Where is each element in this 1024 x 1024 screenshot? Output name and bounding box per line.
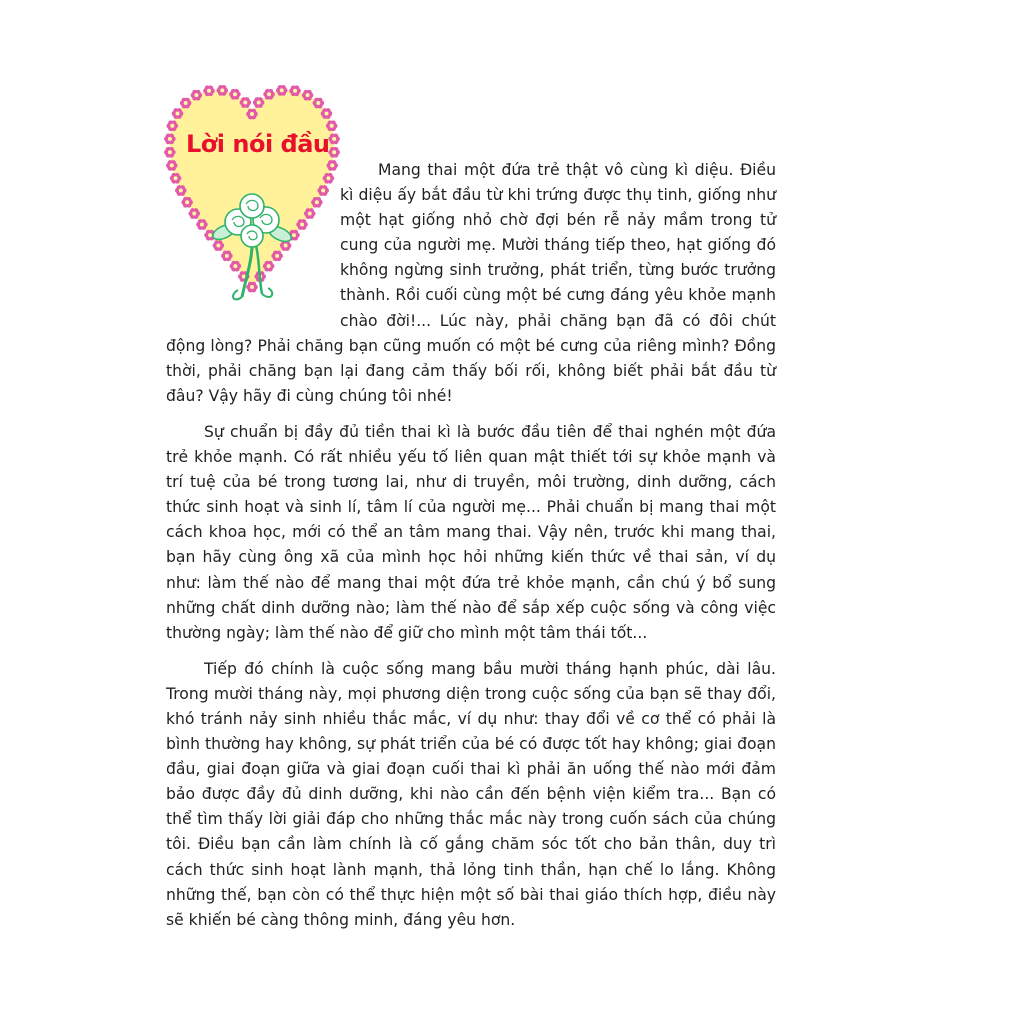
paragraph-3: Tiếp đó chính là cuộc sống mang bầu mười tháng hạnh phúc, dài lâu. Trong mười tháng này, mọi phương diện trong cuộc sống của bạn sẽ thay đổi, khó tránh nảy sinh nhiều thắc mắc, ví dụ như: thay đổi về cơ thể có phải là bình thường hay không, sự phát triển của bé có được tốt hay không; giai đoạn đầu, giai đoạn giữa và giai đoạn cuối thai kì phải ăn uống thế nào mới đảm bảo được đầy đủ dinh dưỡng, khi nào cần đến bệnh viện kiểm tra... Bạn có thể tìm thấy lời giải đáp cho những thắc mắc này trong cuốn sách của chúng tôi. Điều bạn cần làm chính là cố gắng chăm sóc tốt cho bản thân, duy trì cách thức sinh hoạt lành mạnh, thả lỏng tinh thần, hạn chế lo lắng. Không những thế, bạn còn có thể thực hiện một số bài thai giáo thích hợp, điều này sẽ khiến bé càng thông minh, đáng yêu hơn. [166,659,776,929]
page-title: Lời nói đầu [186,130,330,158]
paragraph-2: Sự chuẩn bị đầy đủ tiền thai kì là bước đầu tiên để thai nghén một đứa trẻ khỏe mạnh. Có rất nhiều yếu tố liên quan mật thiết tới sự khỏe mạnh và trí tuệ của bé trong tương lai, như di truyền, môi trường, dinh dưỡng, cách thức sinh hoạt và sinh lí, tâm lí của người mẹ... Phải chuẩn bị mang thai một cách khoa học, mới có thể an tâm mang thai. Vậy nên, trước khi mang thai, bạn hãy cùng ông xã của mình học hỏi những kiến thức về thai sản, ví dụ như: làm thế nào để mang thai một đứa trẻ khỏe mạnh, cần chú ý bổ sung những chất dinh dưỡng nào; làm thế nào để sắp xếp cuộc sống và công việc thường ngày; làm thế nào để giữ cho mình một tâm thái tốt... [166,422,776,642]
preface-body [166,158,776,933]
heart-wrap-spacer [166,158,340,333]
paragraph-1: Mang thai một đứa trẻ thật vô cùng kì diệu. Điều kì diệu ấy bắt đầu từ khi trứng được thụ tinh, giống như một hạt giống nhỏ chờ đợi bén rễ nảy mầm trong tử cung của người mẹ. Mười tháng tiếp theo, hạt giống đó không ngừng sinh trưởng, phát triển, từng bước trưởng thành. Rồi cuối cùng một bé cưng đáng yêu khỏe mạnh chào đời!... Lúc này, phải chăng bạn đã có đôi chút động lòng? Phải chăng bạn cũng muốn có một bé cưng của riêng mình? Đồng thời, phải chăng bạn lại đang cảm thấy bối rối, không biết phải bắt đầu từ đâu? Vậy hãy đi cùng chúng tôi nhé! [166,161,776,405]
